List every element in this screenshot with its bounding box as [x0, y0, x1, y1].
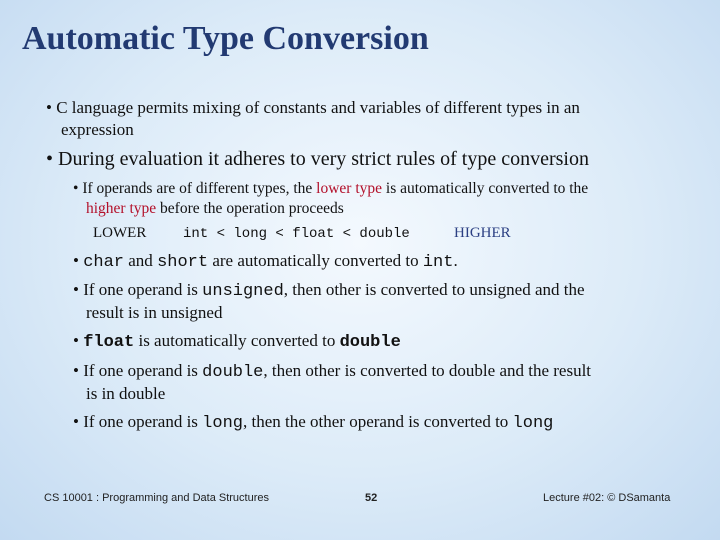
rule-2-line-2: result is in unsigned [86, 303, 223, 322]
bullet-icon: • [46, 148, 54, 170]
hierarchy-lower: LOWER [93, 225, 147, 241]
bullet-icon: • [73, 180, 79, 197]
footer-course: CS 10001 : Programming and Data Structures [44, 492, 270, 504]
short-code: short [157, 253, 209, 272]
rule-5-post: , then the other operand is converted to [242, 412, 513, 431]
sub-bullet-1-line-1 [73, 180, 588, 198]
unsigned-word: unsigned [469, 280, 531, 299]
hierarchy-chain: int < long < float < double [183, 226, 410, 242]
double-code: double [339, 333, 401, 352]
bullet-icon: • [46, 98, 52, 117]
rule-2-line-1 [73, 280, 585, 301]
footer-lecture: Lecture #02: © DSamanta [543, 492, 671, 504]
bullet-icon: • [73, 280, 79, 299]
rule-3 [73, 331, 401, 352]
bullet-icon: • [73, 251, 79, 270]
rule-4-post: , then other is converted to double and the result [263, 361, 592, 380]
slide-title: Automatic Type Conversion [22, 20, 429, 57]
rule-4-line-2: is in double [86, 384, 166, 403]
higher-type-text: higher type [86, 200, 157, 217]
sub-bullet-1-part1: If operands are of different types, the [82, 180, 317, 197]
footer-page-number: 52 [365, 492, 378, 504]
rule-5-pre: If one operand is [83, 412, 203, 431]
unsigned-code: unsigned [202, 282, 284, 301]
rule-3-mid: is automatically converted to [134, 331, 340, 350]
hierarchy-higher: HIGHER [454, 225, 511, 241]
sub-bullet-1-part3: before the operation proceeds [156, 200, 344, 217]
sub-bullet-1-part2: is automatically converted to the [382, 180, 589, 197]
bullet-2 [46, 148, 589, 171]
rule-2-pre: If one operand is [83, 280, 203, 299]
rule-4-pre: If one operand is [83, 361, 203, 380]
rule-1-end: . [453, 251, 458, 270]
rule-4-line-1 [73, 361, 591, 382]
bullet-1-line-2: expression [61, 120, 134, 139]
rule-2-mid: , then other is converted to [283, 280, 470, 299]
bullet-icon: • [73, 361, 79, 380]
rule-1-mid: are automatically converted to [208, 251, 423, 270]
int-code: int [422, 253, 454, 272]
lower-type-text: lower type [316, 180, 383, 197]
sub-bullet-1-line-2 [86, 200, 344, 218]
bullet-1-text: C language permits mixing of constants and variables of different types in an [56, 98, 580, 117]
bullet-2-text: During evaluation it adheres to very strict rules of type conversion [58, 148, 589, 170]
bullet-1-line-1 [46, 98, 580, 118]
rule-1-and: and [124, 251, 158, 270]
char-code: char [83, 253, 125, 272]
rule-1 [73, 251, 458, 272]
bullet-icon: • [73, 331, 79, 350]
bullet-icon: • [73, 412, 79, 431]
long-code: long [202, 414, 243, 433]
long-code-2: long [512, 414, 554, 433]
double-code-2: double [202, 363, 264, 382]
rule-5 [73, 412, 553, 433]
rule-2-post: and the [530, 280, 585, 299]
float-code: float [83, 333, 135, 352]
